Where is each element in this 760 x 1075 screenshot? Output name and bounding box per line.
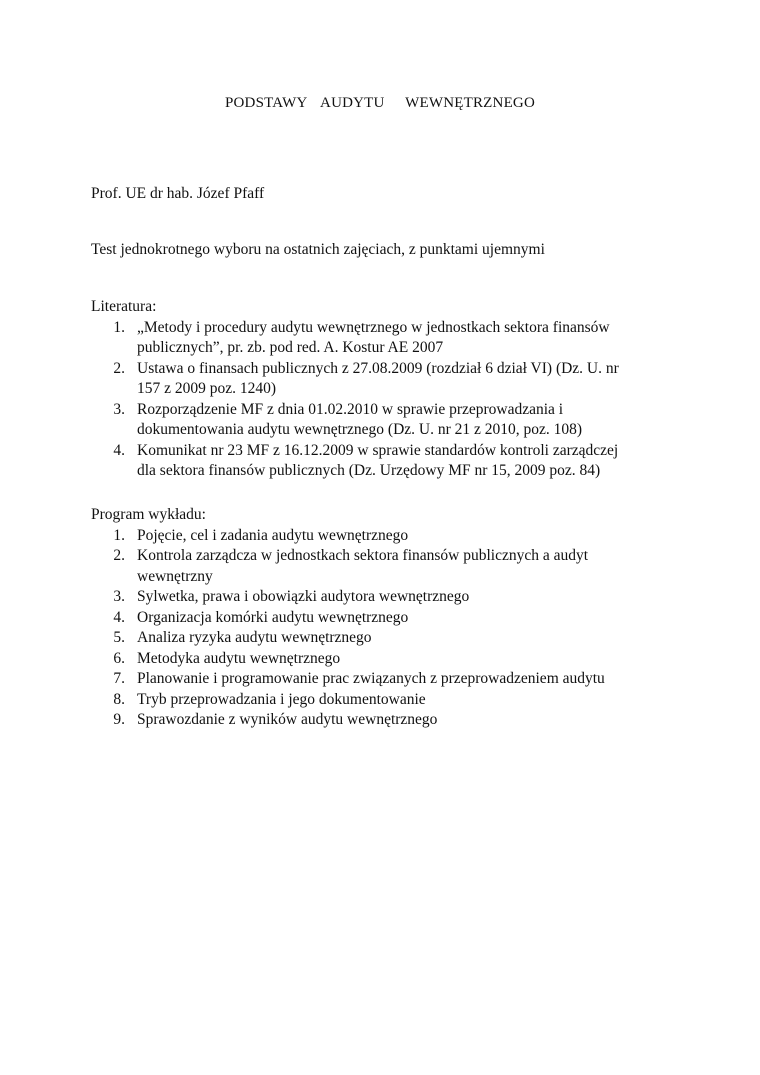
program-item <box>91 710 631 731</box>
program-item-text: Sprawozdanie z wyników audytu wewnętrznego <box>137 711 438 728</box>
list-number: 3. <box>113 400 125 418</box>
literature-item-text: Rozporządzenie MF z dnia 01.02.2010 w sprawie przeprowadzania i dokumentowania audytu wewnętrznego (Dz. U. nr 21 z 2010, poz. 108) <box>137 400 583 438</box>
document-title: PODSTAWY AUDYTU WEWNĘTRZNEGO <box>224 95 536 111</box>
program-item <box>91 587 631 608</box>
list-number: 5. <box>113 629 125 646</box>
program-list <box>91 526 631 731</box>
program-item-text: Kontrola zarządcza w jednostkach sektora finansów publicznych a audyt wewnętrzny <box>137 547 589 585</box>
list-number: 4. <box>113 441 125 459</box>
literature-item <box>91 441 631 482</box>
test-note: Test jednokrotnego wyboru na ostatnich zajęciach, z punktami ujemnymi <box>91 241 545 258</box>
list-number: 6. <box>113 649 125 667</box>
program-item <box>91 526 631 547</box>
literature-item <box>91 318 631 359</box>
program-item <box>91 628 631 649</box>
list-number: 3. <box>113 588 125 605</box>
literature-section <box>91 297 671 482</box>
program-item-text: Organizacja komórki audytu wewnętrznego <box>137 608 409 626</box>
program-item <box>91 608 631 629</box>
literature-list <box>91 318 631 482</box>
list-number: 2. <box>113 547 125 564</box>
list-number: 8. <box>113 690 125 708</box>
program-item <box>91 690 631 711</box>
list-number: 4. <box>113 608 125 626</box>
program-item-text: Analiza ryzyka audytu wewnętrznego <box>137 629 372 646</box>
list-number: 1. <box>113 526 125 544</box>
program-item-text: Planowanie i programowanie prac związanych z przeprowadzeniem audytu <box>137 670 605 687</box>
program-section <box>91 505 671 731</box>
program-item-text: Tryb przeprowadzania i jego dokumentowanie <box>137 690 426 708</box>
program-item-text: Pojęcie, cel i zadania audytu wewnętrznego <box>137 526 409 544</box>
literature-item <box>91 400 631 441</box>
literature-heading: Literatura: <box>91 298 157 315</box>
list-number: 2. <box>113 359 125 377</box>
literature-item <box>91 359 631 400</box>
author-line: Prof. UE dr hab. Józef Pfaff <box>91 185 265 202</box>
list-number: 1. <box>113 318 125 336</box>
literature-item-text: Komunikat nr 23 MF z 16.12.2009 w sprawie standardów kontroli zarządczej dla sektora finansów publicznych (Dz. Urzędowy MF nr 15, 2009 poz. 84) <box>137 441 619 479</box>
program-item <box>91 649 631 670</box>
literature-item-text: Ustawa o finansach publicznych z 27.08.2009 (rozdział 6 dział VI) (Dz. U. nr 157 z 2009 poz. 1240) <box>137 359 619 397</box>
program-item <box>91 669 631 690</box>
program-heading: Program wykładu: <box>91 506 206 523</box>
program-item-text: Metodyka audytu wewnętrznego <box>137 649 341 667</box>
literature-item-text: „Metody i procedury audytu wewnętrznego w jednostkach sektora finansów publicznych”, pr. zb. pod red. A. Kostur AE 2007 <box>137 318 610 356</box>
list-number: 7. <box>113 670 125 687</box>
list-number: 9. <box>113 711 125 728</box>
program-item <box>91 546 631 587</box>
program-item-text: Sylwetka, prawa i obowiązki audytora wewnętrznego <box>137 588 470 605</box>
